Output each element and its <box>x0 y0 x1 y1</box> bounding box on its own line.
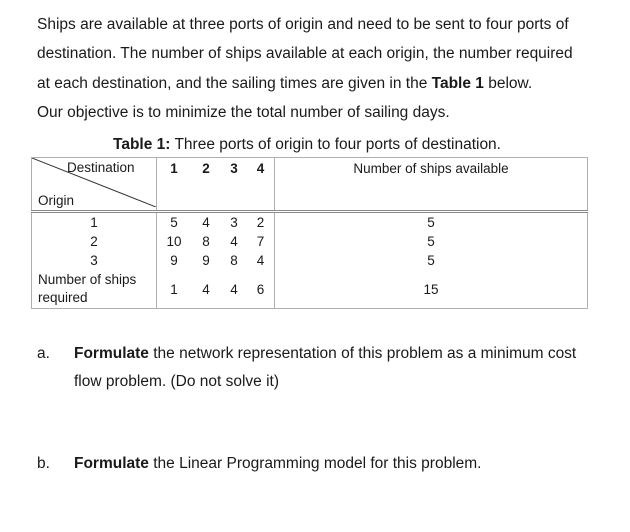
available-header: Number of ships available <box>275 158 588 212</box>
required-cell: 4 <box>221 270 247 309</box>
table-caption-text: Three ports of origin to four ports of destination. <box>170 136 501 153</box>
table-row <box>32 212 588 233</box>
required-row <box>32 270 588 309</box>
intro-line-3-start: at each destination, and the sailing times are given in the <box>37 74 432 92</box>
table-caption <box>113 136 501 154</box>
destination-header-1: 1 <box>157 158 192 212</box>
intro-line-3-end: below. <box>483 74 533 92</box>
origin-cell: 2 <box>32 232 157 251</box>
problem-statement <box>37 10 617 127</box>
table-row <box>32 232 588 251</box>
destination-header-3: 3 <box>221 158 247 212</box>
time-cell: 4 <box>202 215 210 230</box>
required-cell: 4 <box>191 270 221 309</box>
origin-cell: 3 <box>32 251 157 270</box>
question-a-letter: a. <box>37 345 50 362</box>
required-cell: 6 <box>247 270 275 309</box>
sailing-times-table <box>31 157 588 309</box>
table-header-row <box>32 158 588 212</box>
origin-label: Origin <box>38 193 75 208</box>
question-b-text <box>74 450 594 478</box>
time-cell: 8 <box>230 253 238 268</box>
question-b <box>37 450 617 480</box>
destination-label: Destination <box>67 160 135 175</box>
table-caption-label: Table 1: <box>113 136 171 153</box>
question-a <box>37 340 617 400</box>
available-cell: 5 <box>275 251 588 270</box>
destination-header-2: 2 <box>191 158 221 212</box>
question-b-body: the Linear Programming model for this problem. <box>148 455 482 472</box>
intro-line-4: Our objective is to minimize the total number of sailing days. <box>37 103 450 121</box>
intro-line-3 <box>37 69 617 98</box>
time-cell: 9 <box>170 253 178 268</box>
required-label-line-1: Number of ships <box>38 272 137 287</box>
time-cell: 4 <box>230 234 238 249</box>
time-cell: 7 <box>247 232 275 251</box>
required-cell: 1 <box>157 270 192 309</box>
time-cell: 10 <box>166 234 182 249</box>
destination-header-4: 4 <box>247 158 275 212</box>
question-a-text <box>74 340 594 396</box>
table-reference: Table 1 <box>431 74 484 92</box>
question-b-letter: b. <box>37 455 50 472</box>
question-a-verb: Formulate <box>74 345 149 362</box>
time-cell: 4 <box>247 251 275 270</box>
origin-cell: 1 <box>32 212 157 233</box>
available-cell: 5 <box>275 232 588 251</box>
intro-line-2: destination. The number of ships available at each origin, the number required <box>37 45 573 63</box>
intro-line-1: Ships are available at three ports of origin and need to be sent to four ports of <box>37 16 569 33</box>
available-cell: 5 <box>275 212 588 233</box>
time-cell: 5 <box>170 215 178 230</box>
time-cell: 8 <box>202 234 210 249</box>
required-label-line-2: required <box>38 290 88 305</box>
question-b-verb: Formulate <box>74 455 149 472</box>
question-a-body: the network representation of this problem as a minimum cost flow problem. (Do not solve it) <box>74 345 577 390</box>
time-cell: 2 <box>247 212 275 233</box>
time-cell: 9 <box>202 253 210 268</box>
total-cell: 15 <box>275 270 588 309</box>
table-row <box>32 251 588 270</box>
corner-cell <box>32 158 157 212</box>
time-cell: 3 <box>230 215 238 230</box>
required-label <box>32 270 157 309</box>
